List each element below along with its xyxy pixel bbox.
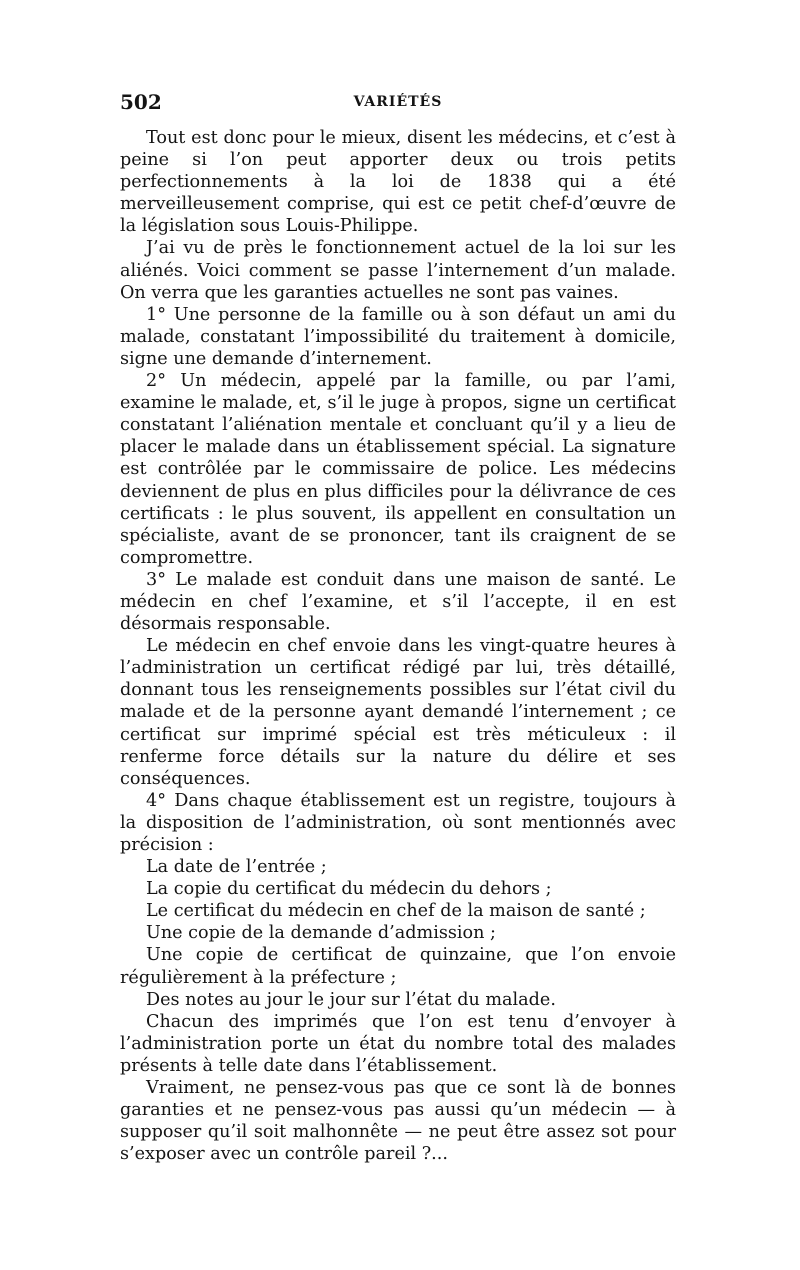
paragraph: 4° Dans chaque établissement est un registre, toujours à la disposition de l’administration, où sont mentionnés avec précision : <box>120 790 676 855</box>
paragraph: J’ai vu de près le fonctionnement actuel de la loi sur les aliénés. Voici comment se passe l’internement d’un malade. On verra que les garanties actuelles ne sont pas vaines. <box>120 238 676 303</box>
paragraph: Chacun des imprimés que l’on est tenu d’envoyer à l’administration porte un état du nombre total des malades présents à telle date dans l’établissement. <box>120 1011 676 1076</box>
list-item: La copie du certificat du médecin du dehors ; <box>146 879 552 900</box>
list-item: Une copie de la demande d’admission ; <box>146 923 496 944</box>
list-item: Des notes au jour le jour sur l’état du malade. <box>146 989 556 1010</box>
paragraph: Vraiment, ne pensez-vous pas que ce sont là de bonnes garanties et ne pensez-vous pas aussi qu’un médecin — à supposer qu’il soit malhonnête — ne peut être assez sot pour s’exposer avec un contrôle pareil ?... <box>120 1078 676 1165</box>
list-item: La date de l’entrée ; <box>146 857 327 878</box>
list-item: Le certificat du médecin en chef de la maison de santé ; <box>146 901 646 922</box>
paragraph: Tout est donc pour le mieux, disent les médecins, et c’est à peine si l’on peut apporter deux ou trois petits perfectionnements à la loi de 1838 qui a été merveilleusement comprise, qui est ce petit chef-d’œuvre de la législation sous Louis-Philippe. <box>120 128 676 237</box>
paragraph: 2° Un médecin, appelé par la famille, ou par l’ami, examine le malade, et, s’il le juge à propos, signe un certificat constatant l’aliénation mentale et concluant qu’il y a lieu de placer le malade dans un établissement spécial. La signature est contrôlée par le commissaire de police. Les médecins deviennent de plus en plus difficiles pour la délivrance de ces certificats : le plus souvent, ils appellent en consultation un spécialiste, avant de se prononcer, tant ils craignent de se compromettre. <box>120 371 676 568</box>
list-item: Une copie de certificat de quinzaine, que l’on envoie régulièrement à la préfecture ; <box>120 945 676 988</box>
running-title: VARIÉTÉS <box>353 94 443 110</box>
page-header <box>120 90 676 120</box>
paragraph: Le médecin en chef envoie dans les vingt-quatre heures à l’administration un certificat rédigé par lui, très détaillé, donnant tous les renseignements possibles sur l’état civil du malade et de la personne ayant demandé l’internement ; ce certificat sur imprimé spécial est très méticuleux : il renferme force détails sur la nature du délire et ses conséquences. <box>120 636 676 789</box>
paragraph: 3° Le malade est conduit dans une maison de santé. Le médecin en chef l’examine, et s’il l’accepte, il en est désormais responsable. <box>120 569 676 635</box>
body-text <box>120 127 676 1165</box>
paragraph: 1° Une personne de la famille ou à son défaut un ami du malade, constatant l’impossibilité du traitement à domicile, signe une demande d’internement. <box>120 304 676 369</box>
page-number: 502 <box>120 90 162 114</box>
